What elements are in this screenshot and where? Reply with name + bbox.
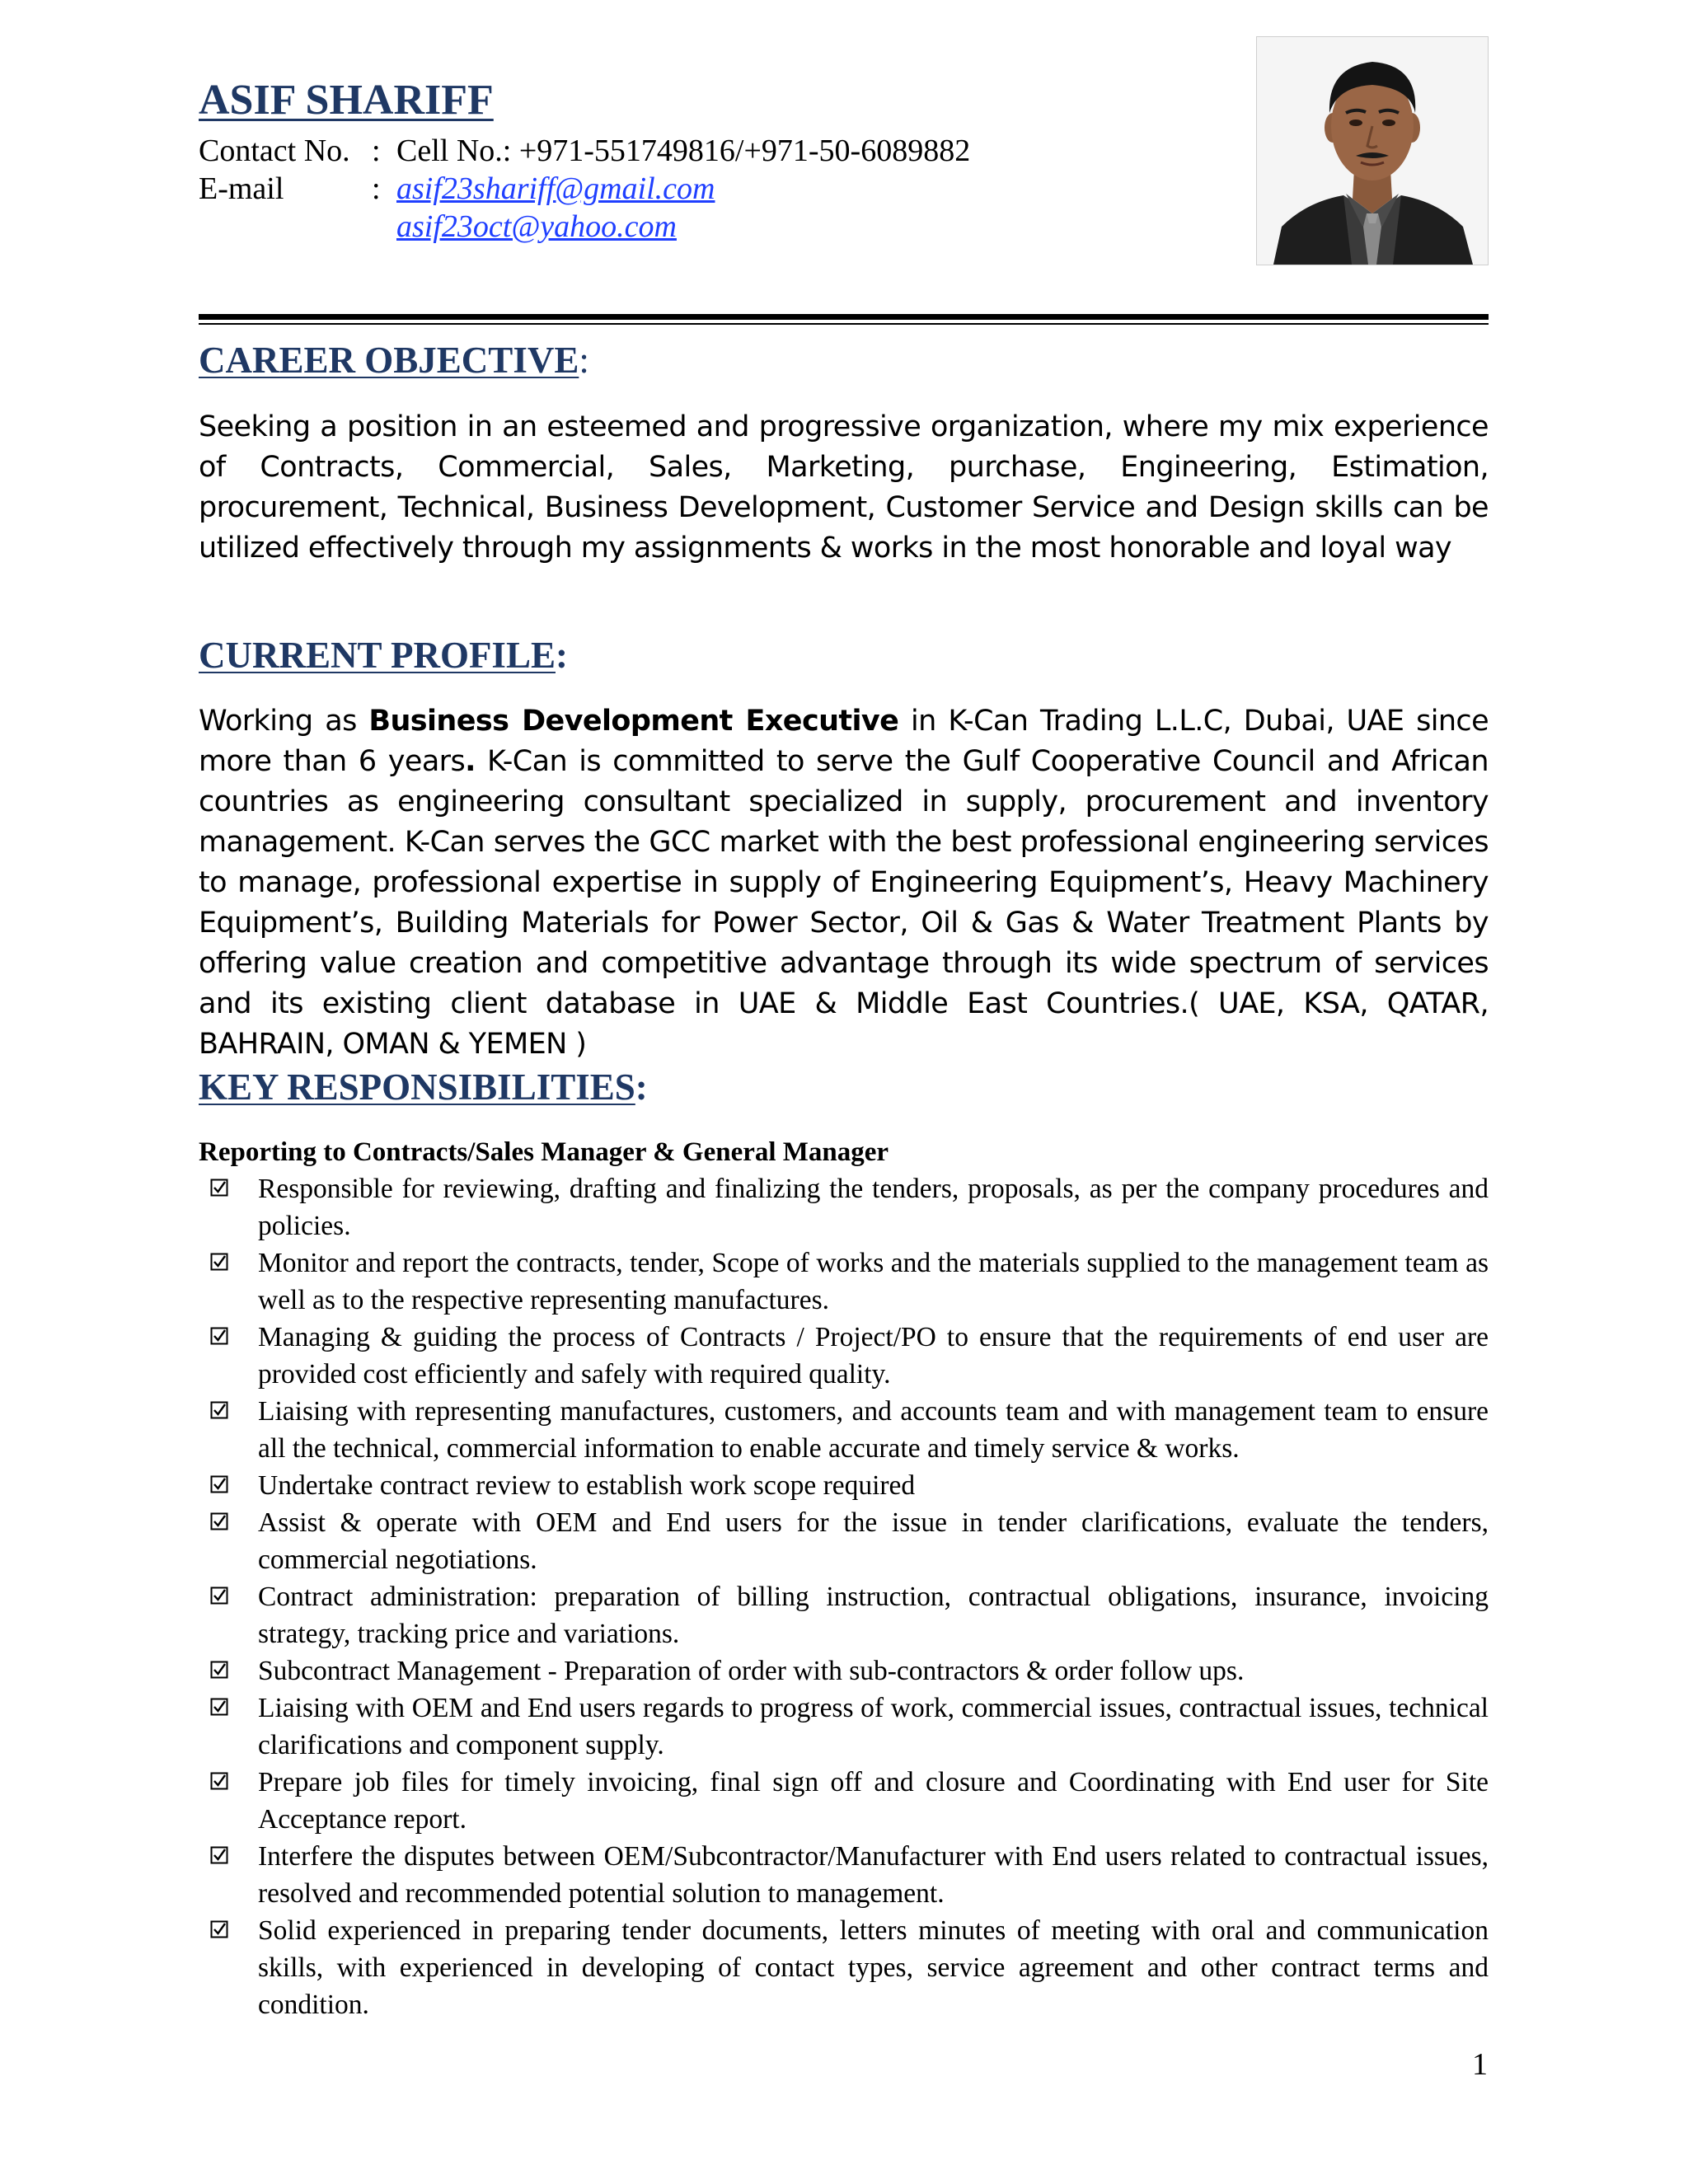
key-responsibilities-heading <box>199 1065 648 1109</box>
responsibility-item <box>199 1838 1489 1912</box>
email-link-secondary[interactable]: asif23oct@yahoo.com <box>396 209 677 244</box>
responsibility-text: Contract administration: preparation of billing instruction, contractual obligations, insurance, invoicing strategy, tracking price and variations. <box>258 1582 1489 1649</box>
profile-period: . <box>465 745 476 778</box>
portrait-illustration <box>1257 37 1488 265</box>
responsibility-text: Assist & operate with OEM and End users for the issue in tender clarifications, evaluate the tenders, commercial negotiations. <box>258 1507 1489 1575</box>
checkbox-checked-icon <box>210 1327 228 1345</box>
responsibility-item <box>199 1504 1489 1578</box>
contact-separator: : <box>372 134 381 168</box>
responsibility-text: Liaising with OEM and End users regards to progress of work, commercial issues, contractual issues, technical clarifications and component supply. <box>258 1693 1489 1760</box>
responsibility-item <box>199 1319 1489 1393</box>
current-profile-heading <box>199 633 568 677</box>
profile-company: in K-Can Trading L.L.C, Dubai, UAE since more than 6 years <box>199 705 1489 778</box>
responsibility-item <box>199 1467 1489 1504</box>
header-divider-thick <box>199 314 1489 320</box>
checkbox-checked-icon <box>210 1401 228 1419</box>
contact-value: Cell No.: +971-551749816/+971-50-6089882 <box>396 134 971 168</box>
responsibilities-list <box>199 1170 1489 2023</box>
responsibility-text: Prepare job files for timely invoicing, final sign off and closure and Coordinating with End user for Site Acceptance report. <box>258 1767 1489 1835</box>
responsibility-text: Responsible for reviewing, drafting and finalizing the tenders, proposals, as per the company procedures and policies. <box>258 1174 1489 1241</box>
career-objective-text: Seeking a position in an esteemed and progressive organization, where my mix experience of Contracts, Commercial, Sales, Marketing, purchase, Engineering, Estimation, procurement, Technical, Business Development, Customer Service and Design skills can be utilized effectively through my assignments & works in the most honorable and loyal way <box>199 410 1489 565</box>
current-profile-text <box>199 701 1489 1065</box>
candidate-name: ASIF SHARIFF <box>199 77 494 124</box>
responsibility-item <box>199 1170 1489 1244</box>
email-separator: : <box>372 171 381 206</box>
responsibility-item <box>199 1652 1489 1690</box>
responsibility-text: Solid experienced in preparing tender documents, letters minutes of meeting with oral and communication skills, with experienced in developing of contact types, service agreement and other contract terms and condition. <box>258 1915 1489 2020</box>
current-profile-title: CURRENT PROFILE <box>199 635 556 676</box>
checkbox-checked-icon <box>210 1661 228 1679</box>
responsibility-item <box>199 1764 1489 1838</box>
career-objective-colon: : <box>579 340 589 381</box>
checkbox-checked-icon <box>210 1253 228 1271</box>
career-objective-heading <box>199 338 589 382</box>
checkbox-checked-icon <box>210 1772 228 1790</box>
responsibility-text: Undertake contract review to establish work scope required <box>258 1470 916 1501</box>
checkbox-checked-icon <box>210 1586 228 1605</box>
checkbox-checked-icon <box>210 1846 228 1864</box>
email-label: E-mail <box>199 171 284 206</box>
profile-photo <box>1256 36 1489 265</box>
reporting-line: Reporting to Contracts/Sales Manager & General Manager <box>199 1137 889 1167</box>
checkbox-checked-icon <box>210 1698 228 1716</box>
current-profile-colon: : <box>555 635 568 676</box>
profile-description: K-Can is committed to serve the Gulf Cooperative Council and African countries as engineering consultant specialized in supply, procurement and inventory management. K-Can serves the GCC market with the best professional engineering services to manage, professional expertise in supply of Engineering Equipment’s, Heavy Machinery Equipment’s, Building Materials for Power Sector, Oil & Gas & Water Treatment Plants by offering value creation and competitive advantage through its wide spectrum of services and its existing client database in UAE & Middle East Countries.( UAE, KSA, QATAR, BAHRAIN, OMAN & YEMEN ) <box>199 745 1489 1061</box>
checkbox-checked-icon <box>210 1920 228 1938</box>
profile-lead: Working as <box>199 705 369 738</box>
checkbox-checked-icon <box>210 1475 228 1493</box>
responsibility-item <box>199 1393 1489 1467</box>
responsibility-text: Subcontract Management - Preparation of order with sub-contractors & order follow ups. <box>258 1656 1245 1686</box>
responsibility-item <box>199 1244 1489 1319</box>
key-responsibilities-colon: : <box>635 1066 648 1108</box>
responsibility-text: Liaising with representing manufactures, customers, and accounts team and with management team to ensure all the technical, commercial information to enable accurate and timely service & works. <box>258 1396 1489 1464</box>
page-number: 1 <box>1472 2047 1488 2082</box>
responsibility-item <box>199 1578 1489 1652</box>
header-divider-thin <box>199 323 1489 325</box>
responsibility-item <box>199 1690 1489 1764</box>
email-link-primary[interactable]: asif23shariff@gmail.com <box>396 171 715 206</box>
key-responsibilities-title: KEY RESPONSIBILITIES <box>199 1066 635 1108</box>
career-objective-title: CAREER OBJECTIVE <box>199 340 579 381</box>
responsibility-text: Interfere the disputes between OEM/Subcontractor/Manufacturer with End users related to contractual issues, resolved and recommended potential solution to management. <box>258 1841 1489 1909</box>
responsibility-text: Monitor and report the contracts, tender, Scope of works and the materials supplied to the management team as well as to the respective representing manufactures. <box>258 1248 1489 1315</box>
checkbox-checked-icon <box>210 1512 228 1530</box>
checkbox-checked-icon <box>210 1179 228 1197</box>
responsibility-text: Managing & guiding the process of Contracts / Project/PO to ensure that the requirements of end user are provided cost efficiently and safely with required quality. <box>258 1322 1489 1390</box>
responsibility-item <box>199 1912 1489 2023</box>
profile-role: Business Development Executive <box>368 705 899 738</box>
contact-label: Contact No. <box>199 134 350 168</box>
